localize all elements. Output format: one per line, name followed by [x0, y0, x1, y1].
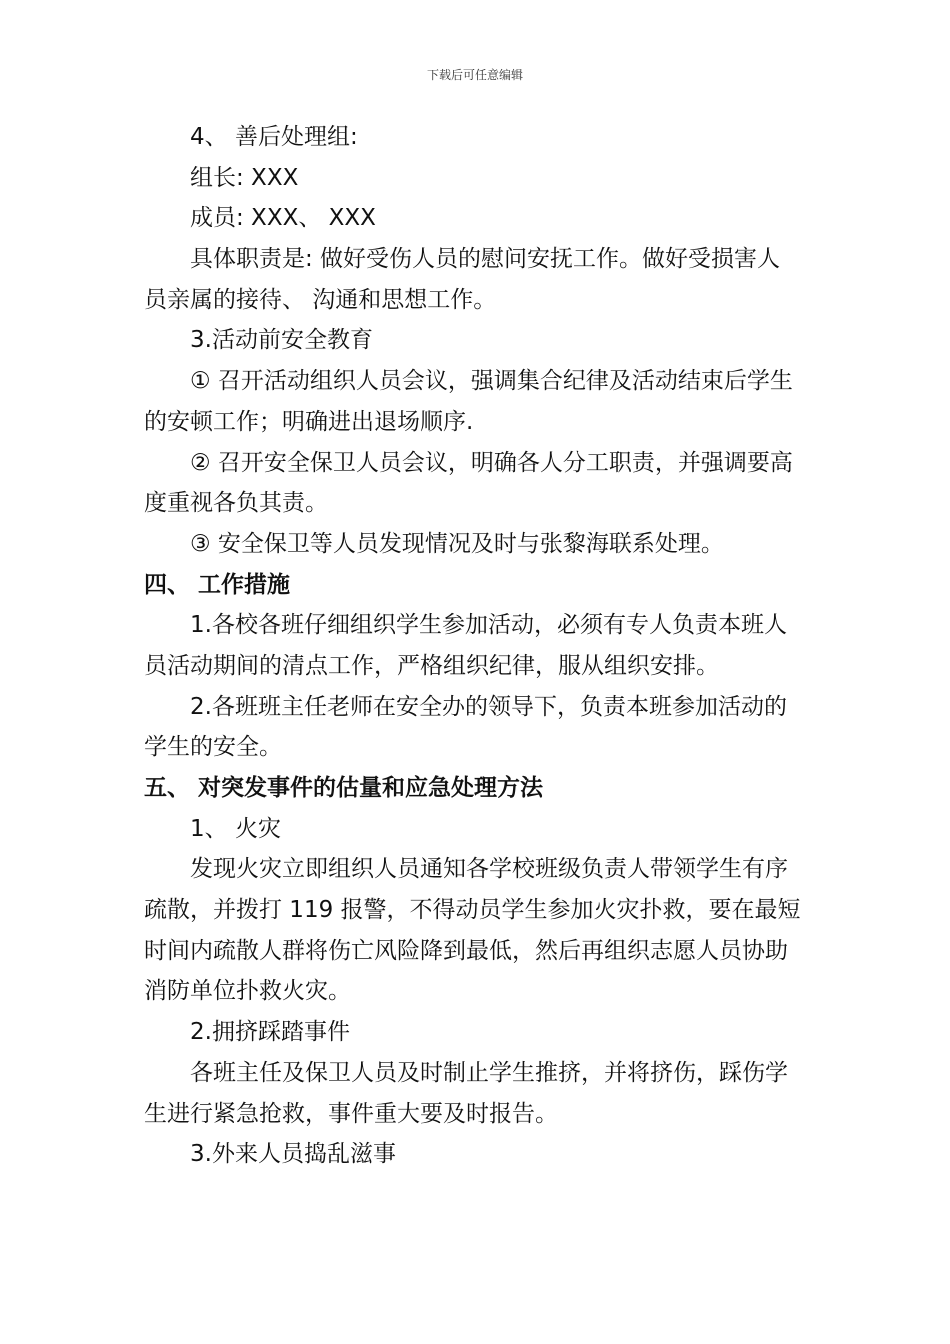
paragraph-line: 4、 善后处理组:	[190, 124, 358, 150]
paragraph-line: ② 召开安全保卫人员会议，明确各人分工职责，并强调要高	[190, 449, 793, 476]
paragraph-line: 发现火灾立即组织人员通知各学校班级负责人带领学生有序	[190, 856, 788, 883]
paragraph-line: 学生的安全。	[144, 734, 282, 761]
paragraph-line: 2.各班班主任老师在安全办的领导下，负责本班参加活动的	[190, 693, 787, 720]
paragraph-line: 成员: XXX、 XXX	[190, 205, 376, 232]
paragraph-line: 员活动期间的清点工作，严格组织纪律，服从组织安排。	[144, 652, 719, 679]
paragraph-line: 1.各校各班仔细组织学生参加活动，必须有专人负责本班人	[190, 612, 787, 639]
section-heading: 五、 对突发事件的估量和应急处理方法	[144, 775, 544, 801]
document-body	[144, 117, 810, 1175]
paragraph-line: 时间内疏散人群将伤亡风险降到最低，然后再组织志愿人员协助	[144, 937, 788, 964]
paragraph-line: 1、 火灾	[190, 815, 281, 842]
paragraph-line: 3.外来人员捣乱滋事	[190, 1141, 396, 1168]
paragraph-line: 的安顿工作；明确进出退场顺序.	[144, 408, 474, 435]
section-heading: 四、 工作措施	[144, 571, 291, 598]
paragraph-line: 疏散，并拨打 119 报警，不得动员学生参加火灾扑救，要在最短	[144, 897, 801, 924]
paragraph-line: 2.拥挤踩踏事件	[190, 1019, 350, 1046]
paragraph-line: 组长: XXX	[190, 164, 299, 191]
paragraph-line: ③ 安全保卫等人员发现情况及时与张黎海联系处理。	[190, 530, 724, 557]
paragraph-line: 度重视各负其责。	[144, 490, 328, 517]
paragraph-line: 消防单位扑救火灾。	[144, 978, 351, 1005]
paragraph-line: 员亲属的接待、 沟通和思想工作。	[144, 286, 497, 313]
page-header: 下载后可任意编辑	[426, 68, 523, 82]
paragraph-line: 各班主任及保卫人员及时制止学生推挤，并将挤伤，踩伤学	[190, 1059, 788, 1086]
paragraph-line: 具体职责是: 做好受伤人员的慰问安抚工作。做好受损害人	[190, 246, 781, 273]
paragraph-line: 3.活动前安全教育	[190, 327, 373, 354]
paragraph-line: 生进行紧急抢救，事件重大要及时报告。	[144, 1100, 558, 1127]
paragraph-line: ① 召开活动组织人员会议，强调集合纪律及活动结束后学生	[190, 368, 793, 395]
